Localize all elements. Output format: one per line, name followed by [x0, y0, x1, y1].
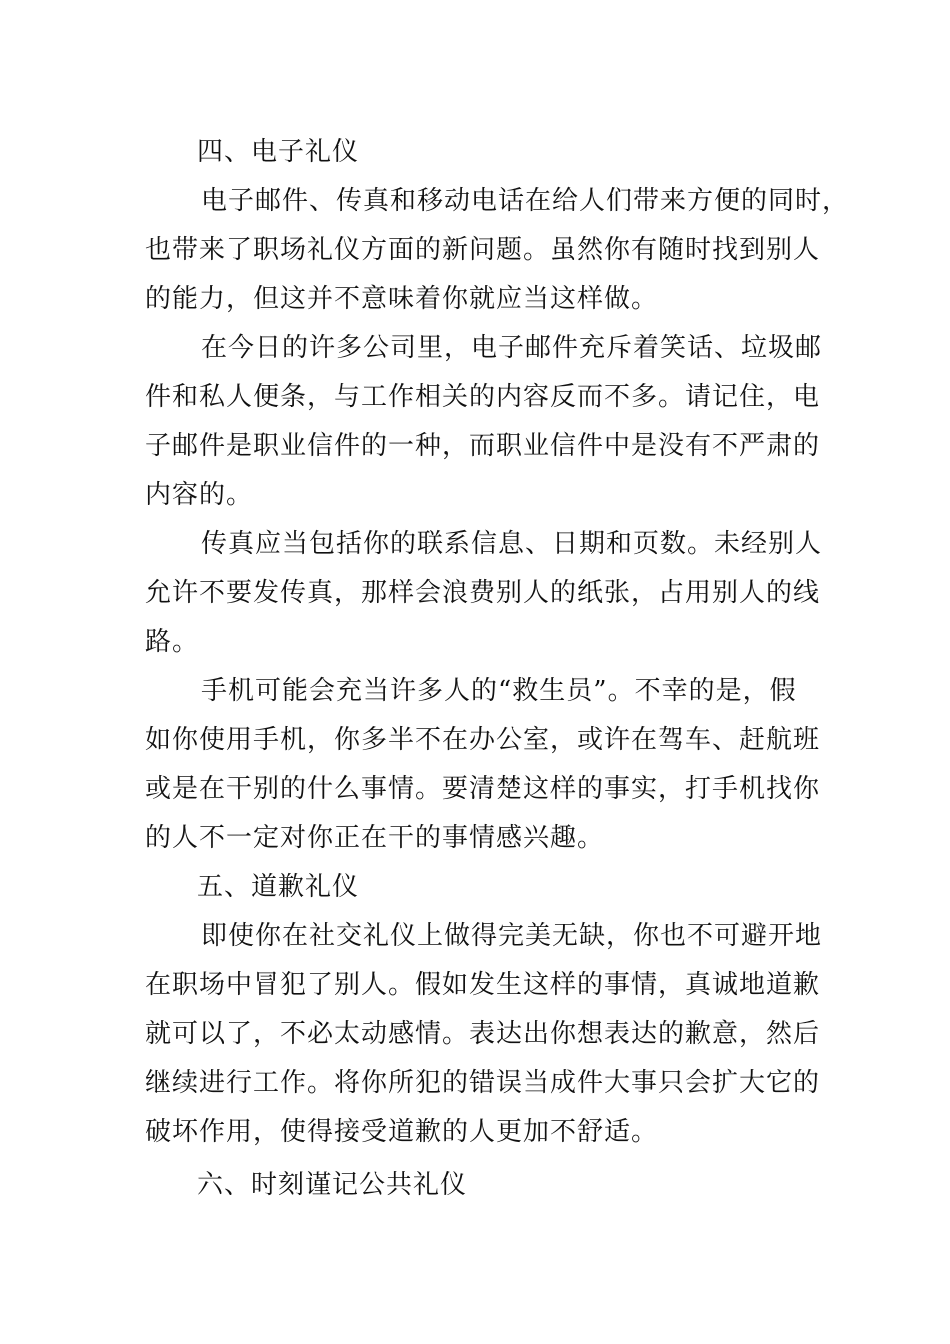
- paragraph: [145, 324, 823, 520]
- document-body: [145, 128, 850, 1210]
- paragraph-line: 电子邮件、传真和移动电话在给人们带来方便的同时，: [201, 186, 850, 216]
- paragraph-line: 破坏作用，使得接受道歉的人更加不舒适。: [145, 1117, 659, 1147]
- paragraph-line: 如你使用手机，你多半不在办公室，或许在驾车、赶航班: [145, 725, 821, 755]
- paragraph-line: 或是在干别的什么事情。要清楚这样的事实，打手机找你: [145, 774, 821, 804]
- paragraph-line: 就可以了，不必太动感情。表达出你想表达的歉意，然后: [145, 1019, 821, 1049]
- paragraph-line: 的人不一定对你正在干的事情感兴趣。: [145, 823, 605, 853]
- paragraph-line: 传真应当包括你的联系信息、日期和页数。未经别人: [201, 529, 823, 559]
- paragraph-line: 路。: [145, 627, 200, 657]
- paragraph-line: 也带来了职场礼仪方面的新问题。虽然你有随时找到别人: [145, 235, 821, 265]
- paragraph: [145, 912, 823, 1157]
- paragraph: [145, 177, 850, 324]
- paragraph-line: 子邮件是职业信件的一种，而职业信件中是没有不严肃的: [145, 431, 821, 461]
- paragraph-line: 的能力，但这并不意味着你就应当这样做。: [145, 284, 659, 314]
- paragraph-line: 内容的。: [145, 480, 254, 510]
- section-heading: 四、电子礼仪: [197, 137, 360, 167]
- section-heading: 五、道歉礼仪: [197, 872, 360, 902]
- paragraph-line: 手机可能会充当许多人的“救生员”。不幸的是，假: [201, 676, 797, 706]
- paragraph: [145, 520, 823, 667]
- paragraph-line: 即使你在社交礼仪上做得完美无缺，你也不可避开地: [201, 921, 823, 951]
- paragraph-line: 在职场中冒犯了别人。假如发生这样的事情，真诚地道歉: [145, 970, 821, 1000]
- paragraph-line: 件和私人便条，与工作相关的内容反而不多。请记住，电: [145, 382, 821, 412]
- paragraph-line: 继续进行工作。将你所犯的错误当成件大事只会扩大它的: [145, 1068, 821, 1098]
- paragraph-line: 允许不要发传真，那样会浪费别人的纸张，占用别人的线: [145, 578, 821, 608]
- section-heading: 六、时刻谨记公共礼仪: [197, 1170, 468, 1200]
- paragraph-line: 在今日的许多公司里，电子邮件充斥着笑话、垃圾邮: [201, 333, 823, 363]
- paragraph: [145, 667, 821, 863]
